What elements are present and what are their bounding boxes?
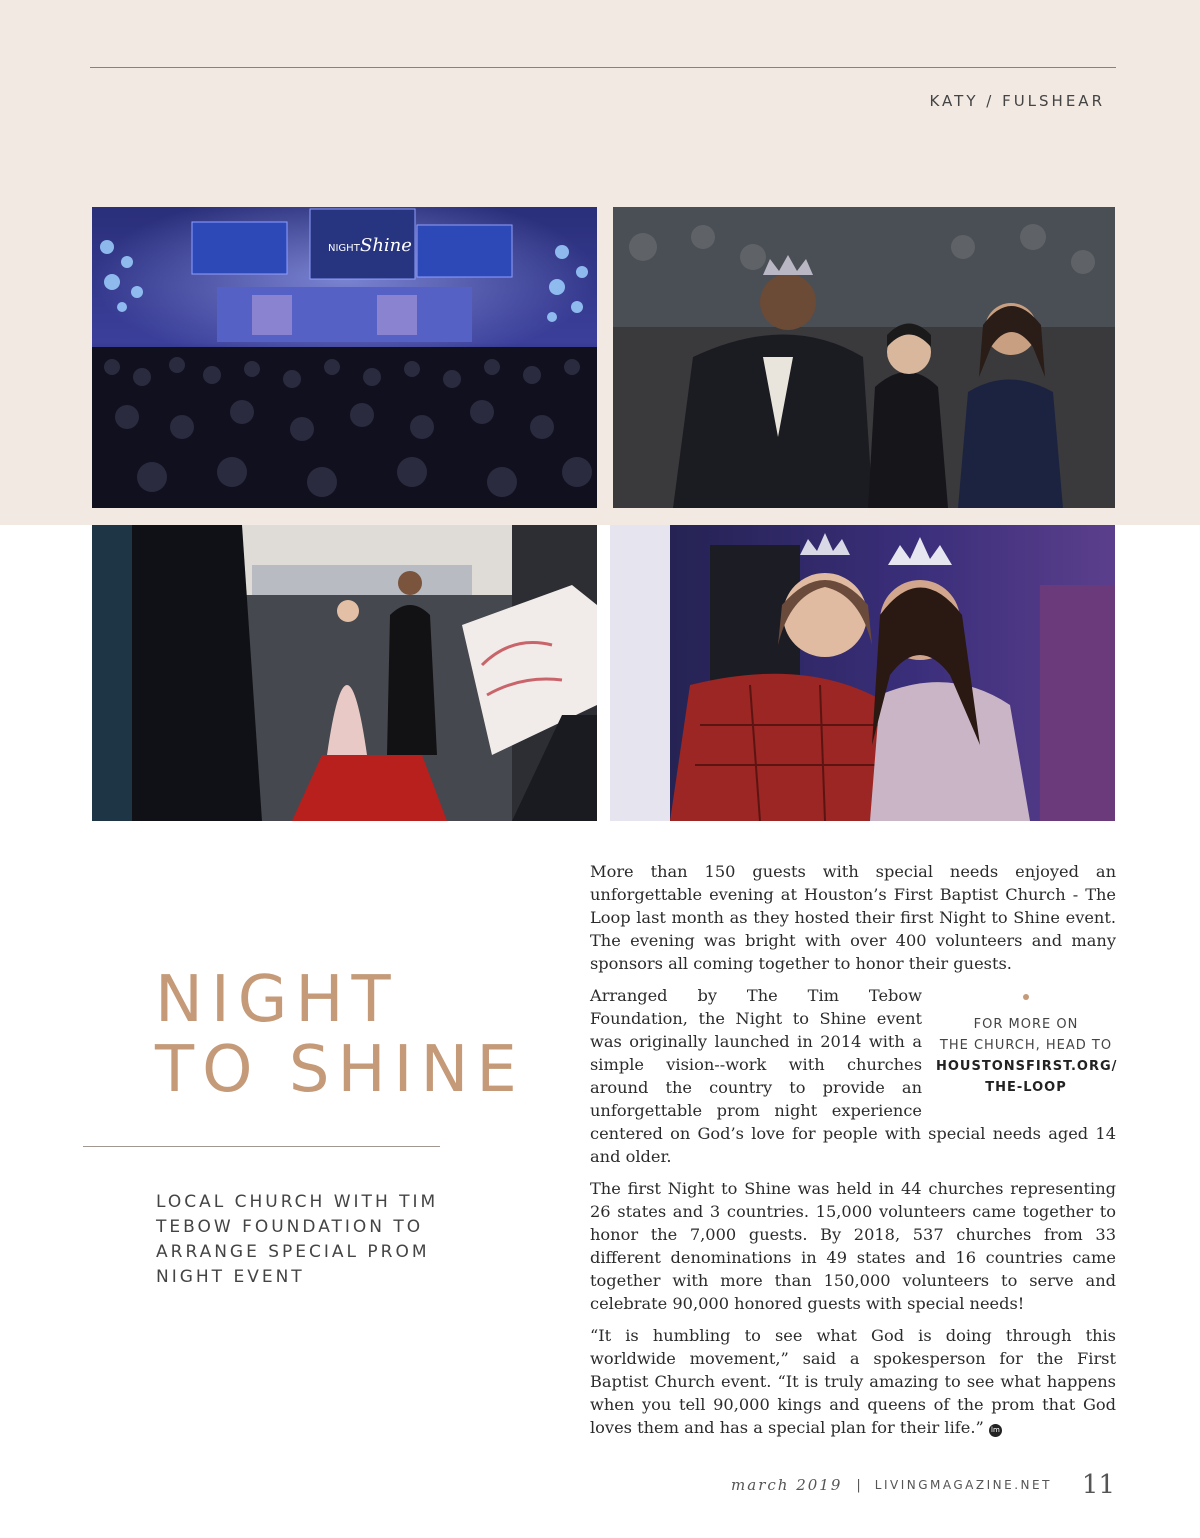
callout-link-line-1[interactable]: HOUSTONSFIRST.ORG/ [936,1059,1118,1074]
footer-site-link[interactable]: LIVINGMAGAZINE.NET [874,1478,1052,1492]
footer-separator: | [856,1477,861,1493]
end-mark-icon: lm [989,1424,1002,1437]
article-headline [155,965,525,1105]
page-number: 11 [1081,1470,1115,1500]
screen-logo-shine: Shine [360,235,412,256]
section-label: KATY / FULSHEAR [929,92,1105,110]
footer-issue-date: march 2019 [731,1476,843,1494]
callout-line-2: THE CHURCH, HEAD TO [939,1038,1113,1053]
body-paragraph-2-text: Arranged by The Tim Tebow Foundation, the Night to Shine event was originally launched in 2014 with a simple vision--work with churches around the country to provide an unforgettable prom night experience centered on God’s love for people with special needs aged 14 and older. [590,986,1116,1166]
article-body [590,860,1116,1448]
body-paragraph-3: The first Night to Shine was held in 44 churches representing 26 states and 3 countries. 15,000 volunteers came together to honor the 7,000 guests. By 2018, 537 churches from 33 different denominations in 49 states and 16 countries came together with more than 150,000 volunteers to serve and celebrate 90,000 honored guests with special needs! [590,1179,1116,1313]
prom-king-photo [613,207,1115,508]
concert-hall-photo [92,207,597,508]
prom-queens-photo [610,525,1115,821]
body-paragraph-1: More than 150 guests with special needs enjoyed an unforgettable evening at Houston’s First Baptist Church - The Loop last month as they hosted their first Night to Shine event. The evening was bright with over 400 volunteers and many sponsors all coming together to honor their guests. [590,862,1116,973]
headline-line-1: NIGHT [155,963,399,1037]
top-divider [90,67,1116,68]
article-subheadline: LOCAL CHURCH WITH TIM TEBOW FOUNDATION TO ARRANGE SPECIAL PROM NIGHT EVENT [156,1192,439,1287]
red-carpet-photo [92,525,597,821]
callout-link-line-2[interactable]: THE-LOOP [985,1080,1067,1095]
body-paragraph-4 [590,1324,1116,1439]
screen-logo-night: NIGHT [328,243,360,254]
body-paragraph-4-text: “It is humbling to see what God is doing through this worldwide movement,” said a spokesperson for the First Baptist Church event. “It is truly amazing to see what happens when you tell 90,000 kings and queens of the prom that God loves them and has a special plan for their life.” [590,1326,1116,1437]
more-info-callout [936,994,1116,1098]
headline-divider [83,1146,440,1147]
callout-line-1: FOR MORE ON [973,1017,1079,1032]
callout-dot [1023,994,1029,1000]
headline-line-2: TO SHINE [155,1033,525,1107]
page-footer [731,1470,1115,1500]
